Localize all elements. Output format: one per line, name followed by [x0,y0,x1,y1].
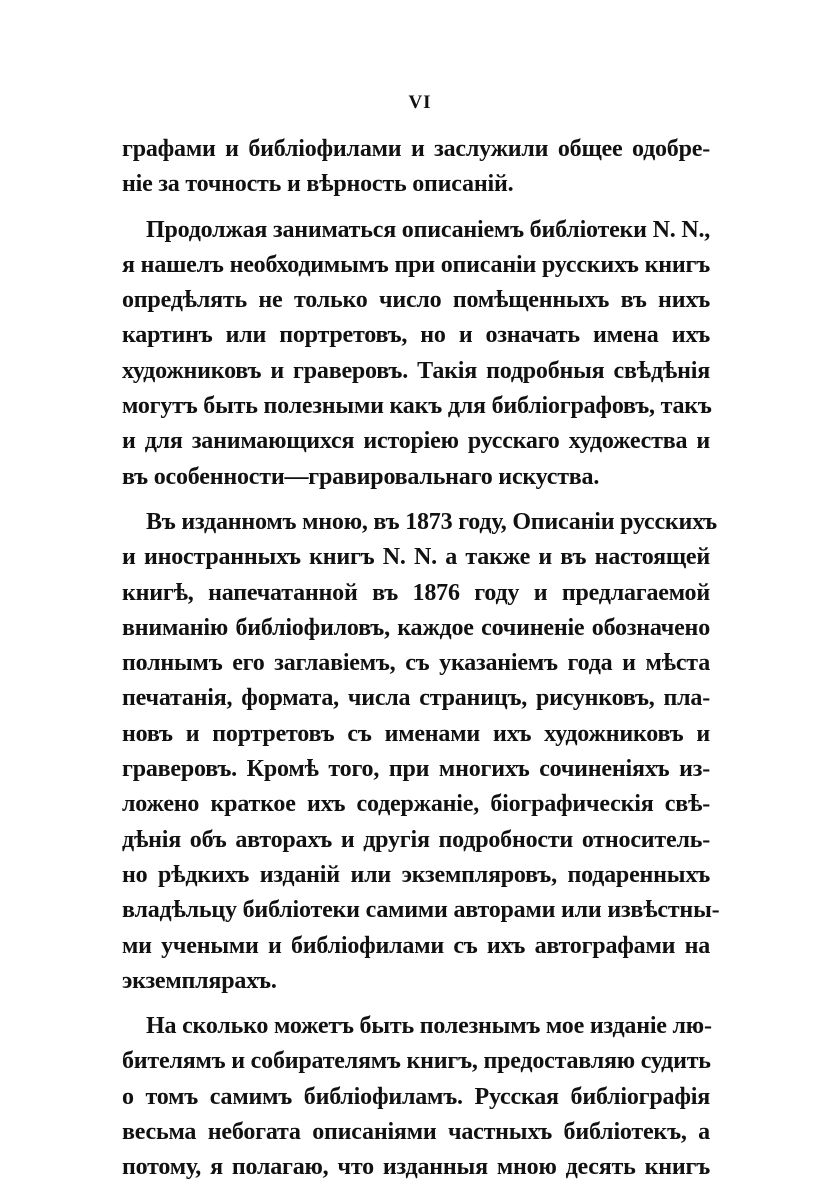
text-line: я нашелъ необходимымъ при описаніи русскихъ книгъ [122,251,710,278]
paragraph-4 [122,1009,710,1185]
text-line: и для занимающихся исторіею русскаго художества и [122,428,710,455]
text-line: въ особенности—гравировальнаго искуства. [122,463,600,490]
paragraph-2 [122,213,710,495]
text-line: ми учеными и библіофилами съ ихъ автографами на [122,932,710,959]
text-line: новъ и портретовъ съ именами ихъ художниковъ и [122,720,710,747]
text-line: но рѣдкихъ изданій или экземпляровъ, подаренныхъ [122,861,710,888]
text-line: вниманію библіофиловъ, каждое сочиненіе обозначено [122,614,710,641]
text-line: опредѣлять не только число помѣщенныхъ въ нихъ [122,287,710,314]
text-line: дѣнія объ авторахъ и другія подробности относитель- [122,826,710,853]
body-text [122,132,720,1186]
text-line: о томъ самимъ библіофиламъ. Русская библіографія [122,1083,710,1110]
text-line: бителямъ и собирателямъ книгъ, предоставляю судить [122,1048,711,1075]
text-line: полнымъ его заглавіемъ, съ указаніемъ года и мѣста [122,650,710,677]
text-line: могутъ быть полезными какъ для библіографовъ, такъ [122,393,712,420]
text-line: На сколько можетъ быть полезнымъ мое изданіе лю- [146,1013,712,1040]
text-line: художниковъ и граверовъ. Такія подробныя свѣдѣнія [122,357,710,384]
text-line: весьма небогата описаніями частныхъ библіотекъ, а [122,1119,710,1146]
text-line: ложено краткое ихъ содержаніе, біографическія свѣ- [122,791,710,818]
text-line: книгѣ, напечатанной въ 1876 году и предлагаемой [122,579,710,606]
paragraph-1 [122,132,710,203]
text-line: печатанія, формата, числа страницъ, рисунковъ, пла- [122,685,710,712]
text-line: ніе за точность и вѣрность описаній. [122,171,514,198]
text-line: потому, я полагаю, что изданныя мною десять книгъ [122,1154,710,1181]
text-line: Продолжая заниматься описаніемъ библіотеки N. N., [146,216,711,243]
text-line: граверовъ. Кромѣ того, при многихъ сочиненіяхъ из- [122,756,710,783]
text-line: экземплярахъ. [122,967,277,994]
text-line: картинъ или портретовъ, но и означать имена ихъ [122,322,710,349]
text-line: владѣльцу библіотеки самими авторами или извѣстны- [122,897,720,924]
text-line: и иностранныхъ книгъ N. N. а также и въ настоящей [122,544,710,571]
text-line: графами и библіофилами и заслужили общее одобре- [122,136,710,162]
page-number: VI [408,92,432,113]
paragraph-3 [122,505,720,999]
text-line: Въ изданномъ мною, въ 1873 году, Описаніи русскихъ [146,508,717,535]
